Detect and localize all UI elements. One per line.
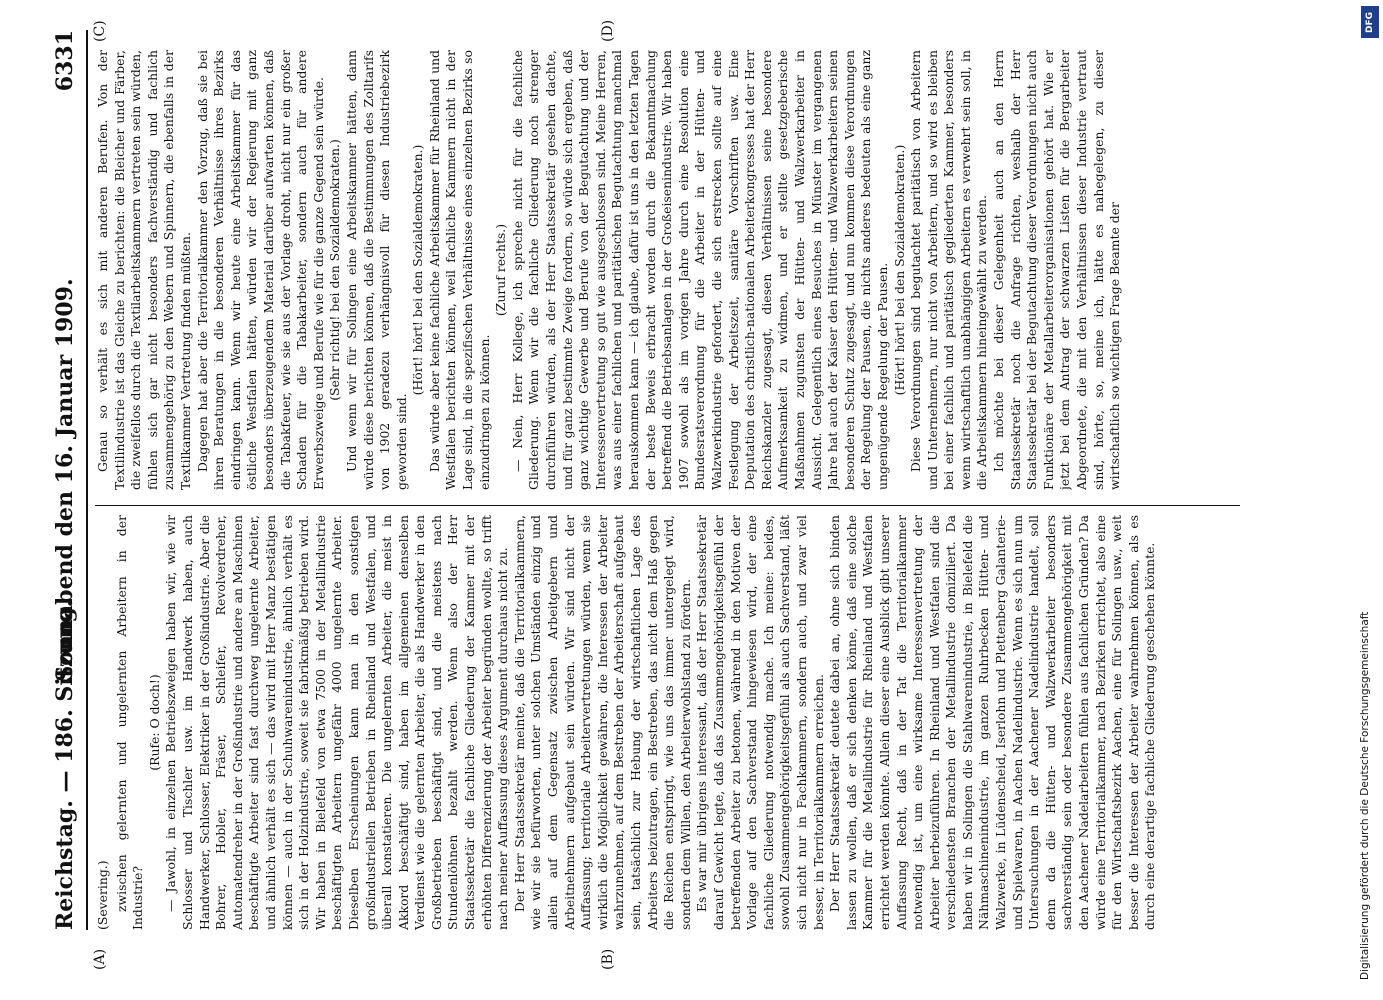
interjection: (Hört! hört! bei den Sozialdemokraten.) — [410, 144, 426, 396]
paragraph: — Nein, Herr Kollege, ich spreche nicht für die fachliche Gliederung. Wenn wir die fachliche Gliederung noch strenger durchführen würden, als der Herr Staatssekretär gesehen dachte, und für ganz bestimmte Zweige fordern, so würde sich ergeben, daß ganz wichtige Gewerbe und Berufe von der Begutachtung und der Interessenvertretung so gut wie ausgeschlossen sind. Meine Herren, was aus einer fachlichen und paritätischen Begutachtung manchmal herauskommen kann — ich glaube, dafür ist uns in den letzten Tagen der beste Beweis erbracht worden durch die Bekanntmachung betreffend die Betriebsanlagen in der Großeisenindustrie. Wir haben 1907 sowohl als im vorigen Jahre durch eine Resolution eine Bundesratsverordnung für die Arbeiter in der Hütten- und Walzwerkindustrie gefordert, die sich erstrecken sollte auf eine Festlegung der Arbeitszeit, sanitäre Vorschriften usw. Eine Deputation des christlich-nationalen Arbeiterkongresses hat der Herr Reichskanzler zugesagt, diesen Verhältnissen seine besondere Aufmerksamkeit zu widmen, und er stellte gesetzgeberische Maßnahmen zugunsten der Hütten- und Walzwerkarbeiter in Aussicht. Gelegentlich eines Besuches in Münster im vergangenen Jahre hat auch der Kaiser den Hütten- und Walzwerkarbeitern seinen besonderen Schutz zugesagt, und nun kommen diese Verordnungen der Regelung der Pausen, die nichts anderes bedeuten als eine ganz ungenügende Regelung der Pausen. — [509, 50, 890, 490]
speaker-name: (Severing.) — [95, 860, 110, 930]
paragraph: Der Herr Staatssekretär deutete dabei an, ohne sich binden lassen zu wollen, daß er sich denken könne, daß eine solche Kammer für die Metallindustrie für Rheinland und Westfalen errichtet werden könnte. Allein dieser eine Ausblick gibt unserer Auffassung Recht, daß in der Tat die Territorialkammer notwendig ist, um eine wirksame Interessenvertretung der Arbeiter herbeizuführen. In Rheinland und Westfalen sind die verschiedensten Branchen der Metallindustrie domiziliert. Da haben wir in Solingen die Stahlwarenindustrie, in Bielefeld die Nähmaschinenindustrie, im ganzen Ruhrbecken Hütten- und Walzwerke, in Lüdenscheid, Iserlohn und Plettenberg Galanterie- und Spielwaren, in Aachen Nadelindustrie. Wenn es sich nun um Untersuchungen in der Aachener Nadelindustrie handelt, soll denn da die Hütten- und Walzwerkarbeiter besonders sachverständig sein oder besondere Zusammengehörigkeit mit den Aachener Nadelarbeitern fühlen aus fachlichen Gründen? Da würde eine Territorialkammer, nach Bezirken errichtet, also eine für den Wirtschaftsbezirk Aachen, eine für Solingen usw., weit besser die Interessen der Arbeiter wahrnehmen können, als es durch eine derartige fachliche Gliederung geschehen könnte. — [827, 515, 1158, 930]
paragraph: Ich möchte bei dieser Gelegenheit auch an den Herrn Staatssekretär noch die Anfrage richten, weshalb der Herr Staatssekretär bei der Begutachtung dieser Verordnungen nicht auch Funktionäre der Metallarbeiterorganisationen gehört hat. Wie er jetzt bei dem Antrag der schwarzen Listen für die Bergarbeiter Abgeordnete, die mit den Verhältnissen dieser Industrie vertraut sind, hörte, so, meine ich, hätte es nahegelegen, zu dieser wirtschaftlich so wichtigen Frage Beamte der — [991, 50, 1123, 490]
interjection: (Hört! hört! bei den Sozialdemokraten.) — [891, 144, 907, 396]
margin-marker-a: (A) — [92, 948, 108, 970]
right-column — [95, 50, 1240, 490]
interjection: (Zuruf rechts.) — [493, 223, 509, 317]
header-session: Reichstag. — 186. Sitzung. — [52, 599, 78, 930]
page-number: 6331 — [52, 30, 78, 92]
left-column — [95, 515, 1240, 930]
header-date: Sonnabend den 16. Januar 1909. — [52, 278, 78, 682]
interjection: (Rufe: O doch!) — [146, 674, 162, 771]
dfg-logo: DFG — [1361, 6, 1379, 38]
paragraph: Das würde aber keine fachliche Arbeitskammer für Rheinland und Westfalen berichten können, weil fachliche Kammern nicht in der Lage sind, in die spezifischen Verhältnisse eines einzelnen Bezirks so einzudringen zu können. — [426, 50, 492, 490]
paragraph: zwischen gelernten und ungelernten Arbeitern in der Industrie? — [113, 515, 146, 930]
paragraph: Der Herr Staatssekretär meinte, daß die Territorialkammern, wie wir sie befürworten, unter solchen Umständen einzig und allein auf dem Gegensatz zwischen Arbeitgebern und Arbeitnehmern aufgebaut sein würden. Wir sind nicht der Auffassung; territoriale Arbeitervertretungen würden, wenn sie wirklich die Möglichkeit gewähren, die Interessen der Arbeiter wahrzunehmen, auf dem Bestreben der Arbeiterschaft aufgebaut sein, tatsächlich zur Hebung der wirtschaftlichen Lage des Arbeiters beizutragen, ein Bestreben, das nicht dem Haß gegen die Reichen entspringt, wie uns das immer untergelegt wird, sondern dem Willen, den Arbeiterwohlstand zu fördern. — [511, 515, 693, 930]
paragraph: Es war mir übrigens interessant, daß der Herr Staatssekretär darauf Gewicht legte, daß das Zusammengehörigkeitsgefühl der betreffenden Arbeiter zu betonen, während in den Motiven der Vorlage auf den Sachverstand hingewiesen wird, der eine fachliche Gliederung notwendig mache. Ich meine: beides, sowohl Zusammengehörigkeitsgefühl als auch Sachverstand, läßt sich nicht nur in Fachkammern, sondern auch, und zwar viel besser, in Territorialkammern erreichen. — [694, 515, 826, 930]
margin-marker-c: (C) — [92, 20, 108, 42]
page-header — [40, 30, 88, 930]
paragraph: Und wenn wir für Solingen eine Arbeitskammer hätten, dann würde diese berichten können, daß die Bestimmungen des Zolltarifs von 1902 geradezu verhängnisvoll für diesen Industriebezirk geworden sind. — [343, 50, 409, 490]
digitization-note: Digitalisierung gefördert durch die Deutsche Forschungsgemeinschaft — [1359, 611, 1371, 980]
paragraph: Dagegen hat aber die Territorialkammer den Vorzug, daß sie bei ihren Beratungen in die besonderen Verhältnisse ihres Bezirks eindringen kann. Wenn wir heute eine Arbeitskammer für das östliche Westfalen hätten, würden wir der Regierung mit ganz besonders überzeugendem Material darüber aufwarten können, daß die Tabakfeuer, wie sie aus der Vorlage droht, nicht nur ein großer Schaden für die Tabakarbeiter, sondern auch für andere Erwerbszweige und Berufe wie für die ganze Gegend sein würde. — [194, 50, 326, 490]
column-divider — [95, 505, 1240, 506]
margin-marker-b: (B) — [600, 948, 616, 970]
paragraph: Genau so verhält es sich mit anderen Berufen. Von der Textilindustrie ist das Gleiche zu berichten: die Bleicher und Färber, die zweifellos durch die Textilarbeitskammern vertreten sein würden, fühlen sich gar nicht besonders fachverständig und fachlich zusammengehörig zu den Webern und Spinnern, die ebenfalls in der Textilkammer Vertretung finden müßten. — [95, 50, 193, 490]
paragraph: Diese Verordnungen sind begutachtet paritätisch von Arbeitern und Unternehmern, nur nicht von Arbeitern, und so wird es bleiben bei einer fachlich und paritätisch gegliederten Kammer, besonders wenn wirtschaftlich unabhängigen Arbeitern es verwehrt sein soll, in die Arbeitskammern hineingewählt zu werden. — [908, 50, 990, 490]
margin-marker-d: (D) — [600, 19, 616, 42]
paragraph: — Jawohl, in einzelnen Betriebszweigen haben wir, wie wir Schlosser und Tischler usw. im Handwerk haben, auch Handwerker, Schlosser, Elektriker in der Großindustrie. Aber die Bohrer, Hobler, Fräser, Schleifer, Revolverdreher, Automatendreher in der Großindustrie und andere an Maschinen beschäftigte Arbeiter sind fast durchweg ungelernte Arbeiter, und ähnlich verhält es sich — das wird mit Herr Manz bestätigen können — auch in der Schuhwarenindustrie, ähnlich verhält es sich in der Holzindustrie, soweit sie fabrikmäßig betrieben wird. Wir haben in Bielefeld von etwa 7500 in der Metallindustrie beschäftigten Arbeitern ungefähr 4000 ungelernte Arbeiter. Dieselben Erscheinungen kann man in den sonstigen großindustriellen Betrieben in Rheinland und Westfalen, und überall konstatieren. Die ungelernten Arbeiter, die meist in Akkord beschäftigt sind, haben im allgemeinen denselben Verdienst wie die gelernten Arbeiter, die als Handwerker in den Großbetrieben beschäftigt sind, und die meistens nach Stundenlöhnen bezahlt werden. Wenn also der Herr Staatssekretär die fachliche Gliederung der Kammer mit der erhöhten Differenzierung der Arbeiter begründen wollte, so trifft nach meiner Auffassung dieses Argument durchaus nicht zu. — [163, 515, 511, 930]
interjection: (Sehr richtig! bei den Sozialdemokraten.) — [327, 139, 343, 401]
